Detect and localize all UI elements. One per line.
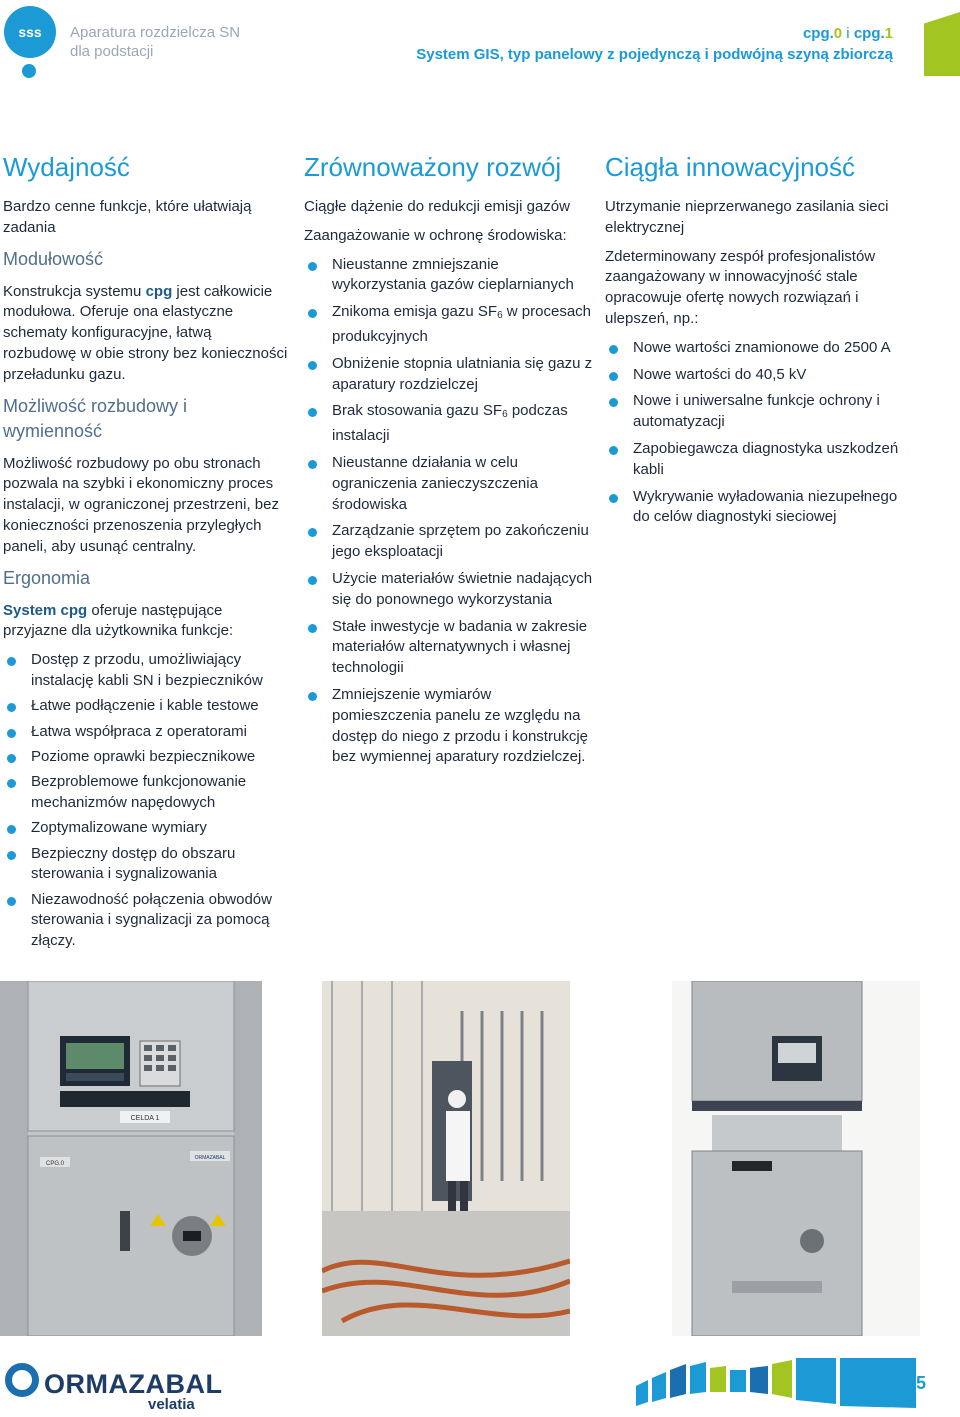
panel-brand-label: ORMAZABAL	[194, 1155, 226, 1161]
extension-heading: Możliwość rozbudowy i wymienność	[3, 395, 188, 441]
list-item: Nowe wartości do 40,5 kV	[605, 365, 900, 386]
footer-decoration-icon	[636, 1358, 916, 1408]
innovation-p2: Zdeterminowany zespół profesjonalistów zaangażowany w innowacyjność stale opracowuje ofertę nowych rozwiązań i ulepszeń, np.:	[605, 247, 876, 327]
section-title-line2: dla podstacji	[70, 43, 154, 60]
ergonomics-intro-text: oferuje następujące przyjazne dla użytkownika funkcje:	[3, 601, 234, 640]
modularity-text	[3, 282, 288, 386]
corner-tab	[924, 12, 960, 76]
list-item: Dostęp z przodu, umożliwiający instalację kabli SN i bezpieczników	[3, 650, 288, 692]
modularity-text-a: Konstrukcja systemu	[3, 282, 146, 300]
cpg0-label: cpg.	[802, 25, 834, 42]
list-item: Nieustanne zmniejszanie wykorzystania gazów cieplarnianych	[304, 255, 594, 297]
product-codes	[416, 23, 893, 44]
intro-text: Bardzo cenne funkcje, które ułatwiają zadania	[3, 198, 252, 236]
item-text: podczas instalacji	[332, 402, 568, 445]
product-subtitle: System GIS, typ panelowy z pojedynczą i podwójną szyną zbiorczą	[416, 46, 893, 63]
panel-label: CELDA 1	[130, 1115, 160, 1122]
sf6-subscript: 6	[502, 409, 508, 421]
column-title: Ciągła innowacyjność	[605, 152, 856, 182]
product-title	[416, 23, 893, 65]
extension-text: Możliwość rozbudowy po obu stronach pozwala na szybki i ekonomiczny proces instalacji, w ograniczonej przestrzeni, bez konieczności przenoszenia przyległych paneli, aby usunąć centralny.	[3, 454, 279, 555]
column-title: Zrównoważony rozwój	[304, 152, 562, 182]
module-label: CPG.0	[45, 1161, 65, 1167]
list-item: Poziome oprawki bezpiecznikowe	[3, 747, 288, 768]
switchgear-panel-photo	[0, 981, 262, 1336]
page-number: 5	[916, 1373, 927, 1393]
list-item: Nieustanne działania w celu ograniczenia zanieczyszczenia środowiska	[304, 453, 594, 515]
list-item: Łatwe podłączenie i kable testowe	[3, 696, 288, 717]
ormazabal-logo-icon	[5, 1363, 39, 1397]
list-item: Łatwa współpraca z operatorami	[3, 722, 288, 743]
list-item	[304, 302, 594, 348]
laboratory-photo	[322, 981, 570, 1336]
column-efficiency	[3, 150, 288, 957]
list-item: Obniżenie stopnia ulatniania się gazu z aparatury rozdzielczej	[304, 354, 594, 396]
brand-circle-logo: sss	[4, 6, 56, 58]
modularity-text-b: jest całkowicie modułowa. Oferuje ona elastyczne schematy konfiguracyjne, łatwą rozbudowę w obie strony bez konieczności przeładunku gazu.	[3, 282, 288, 383]
codes-sep: i	[842, 25, 854, 42]
section-title	[70, 23, 240, 61]
system-cpg-keyword: System cpg	[3, 601, 88, 619]
list-item	[304, 401, 594, 447]
list-item: Zarządzanie sprzętem po zakończeniu jego eksploatacji	[304, 521, 594, 563]
sustainability-list	[304, 255, 594, 769]
item-text: Brak stosowania gazu SF	[332, 402, 503, 420]
innovation-list	[605, 338, 900, 528]
ergonomics-list	[3, 650, 288, 952]
modularity-heading: Modułowość	[3, 248, 104, 269]
cpg1-num: 1	[884, 25, 893, 42]
sustainability-p2: Zaangażowanie w ochronę środowiska:	[304, 226, 567, 244]
list-item: Stałe inwestycje w badania w zakresie materiałów alternatywnych i własnej technologii	[304, 617, 594, 679]
brand-dot	[22, 64, 36, 78]
column-sustainability	[304, 150, 594, 774]
list-item: Zmniejszenie wymiarów pomieszczenia panelu ze względu na dostęp do niego z przodu i konstrukcję bez wymiennej aparatury rozdzielczej.	[304, 685, 594, 768]
sustainability-p1: Ciągłe dążenie do redukcji emisji gazów	[304, 198, 570, 215]
list-item: Nowe i uniwersalne funkcje ochrony i automatyzacji	[605, 391, 900, 433]
item-text: Znikoma emisja gazu SF	[332, 303, 498, 321]
sf6-subscript: 6	[497, 310, 503, 322]
column-title: Wydajność	[3, 152, 130, 182]
section-title-line1: Aparatura rozdzielcza SN	[70, 24, 241, 41]
list-item: Bezpieczny dostęp do obszaru sterowania i sygnalizowania	[3, 844, 288, 886]
innovation-p1: Utrzymanie nieprzerwanego zasilania sieci elektrycznej	[605, 198, 889, 236]
list-item: Wykrywanie wyładowania niezupełnego do celów diagnostyki sieciowej	[605, 487, 900, 529]
item-text: w procesach produkcyjnych	[332, 303, 591, 345]
list-item: Zapobiegawcza diagnostyka uszkodzeń kabli	[605, 439, 900, 481]
column-innovation	[605, 150, 900, 534]
cpg0-num: 0	[833, 25, 843, 42]
list-item: Niezawodność połączenia obwodów sterowania i sygnalizacji za pomocą złączy.	[3, 890, 288, 952]
cpg-keyword: cpg	[145, 282, 173, 300]
ormazabal-logo-text: ORMAZABAL	[44, 1369, 223, 1399]
list-item: Zoptymalizowane wymiary	[3, 818, 288, 839]
cpg1-label: cpg.	[853, 25, 885, 42]
list-item: Bezproblemowe funkcjonowanie mechanizmów napędowych	[3, 772, 288, 814]
velatia-label: velatia	[148, 1396, 195, 1413]
standalone-panel-photo	[672, 981, 920, 1336]
ergonomics-intro	[3, 601, 288, 643]
list-item: Użycie materiałów świetnie nadających się do ponownego wykorzystania	[304, 569, 594, 611]
ergonomics-heading: Ergonomia	[3, 567, 91, 588]
list-item: Nowe wartości znamionowe do 2500 A	[605, 338, 900, 359]
